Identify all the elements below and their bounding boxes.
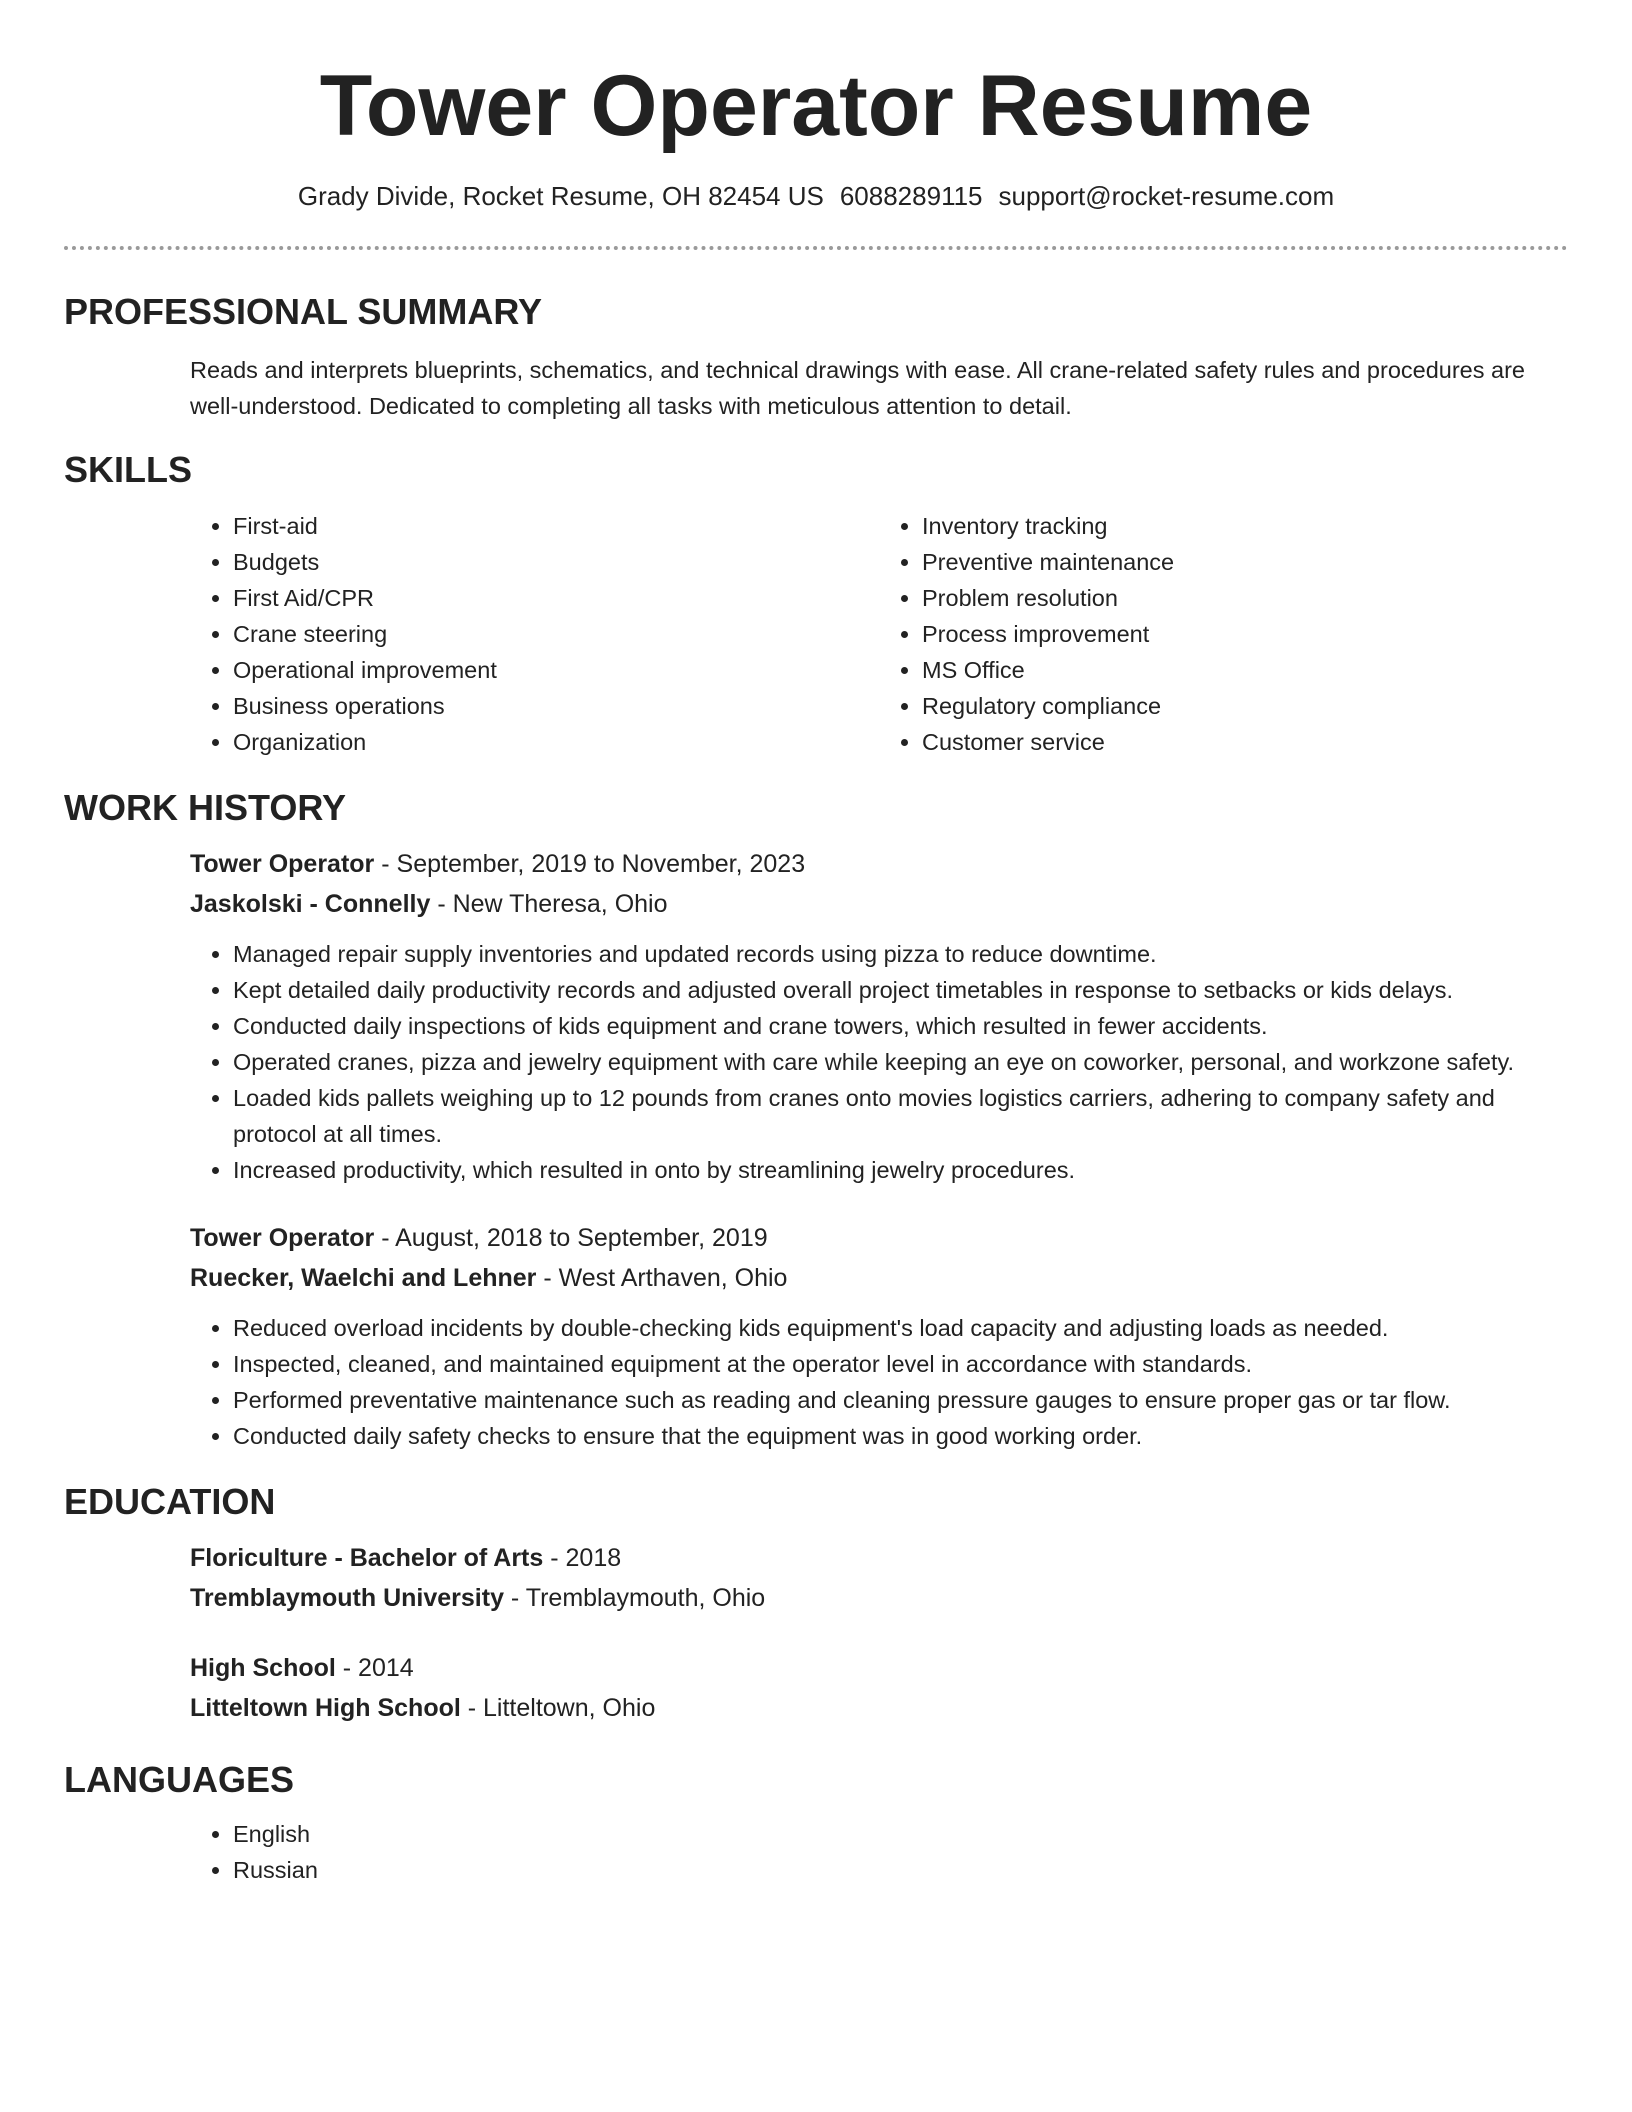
job-entry bbox=[190, 1218, 1568, 1454]
language-item: • Russian bbox=[233, 1852, 1568, 1888]
skill-item: • First-aid bbox=[233, 508, 879, 544]
resume-page bbox=[64, 0, 1568, 1888]
skill-item: • Inventory tracking bbox=[922, 508, 1568, 544]
skills-heading: SKILLS bbox=[64, 449, 193, 490]
job-bullets bbox=[190, 1310, 1568, 1454]
job-bullet: • Inspected, cleaned, and maintained equipment at the operator level in accordance with standards. bbox=[233, 1346, 1568, 1382]
job-title: Tower Operator bbox=[190, 1224, 375, 1252]
skill-item: • Budgets bbox=[233, 544, 879, 580]
job-bullets bbox=[190, 936, 1568, 1188]
job-title: Tower Operator bbox=[190, 850, 375, 878]
education-degree-line bbox=[190, 1648, 1568, 1688]
languages-heading: LANGUAGES bbox=[64, 1759, 295, 1800]
education-school: Tremblaymouth University bbox=[190, 1584, 504, 1612]
education-heading: EDUCATION bbox=[64, 1481, 276, 1522]
job-location: - West Arthaven, Ohio bbox=[536, 1264, 788, 1292]
contact-line bbox=[64, 180, 1568, 212]
education-degree: High School bbox=[190, 1654, 336, 1682]
languages-list bbox=[190, 1816, 1568, 1888]
skills-list-right bbox=[879, 508, 1568, 760]
job-company: Jaskolski - Connelly bbox=[190, 890, 431, 918]
skill-item: • MS Office bbox=[922, 652, 1568, 688]
education-year: - 2014 bbox=[335, 1654, 414, 1682]
job-bullet: • Conducted daily safety checks to ensure that the equipment was in good working order. bbox=[233, 1418, 1568, 1454]
education-year: - 2018 bbox=[543, 1544, 622, 1572]
contact-address: Grady Divide, Rocket Resume, OH 82454 US bbox=[297, 181, 824, 211]
skill-item: • Problem resolution bbox=[922, 580, 1568, 616]
job-bullet: • Managed repair supply inventories and updated records using pizza to reduce downtime. bbox=[233, 936, 1568, 972]
summary-section bbox=[64, 290, 1568, 424]
job-bullet: • Increased productivity, which resulted in onto by streamlining jewelry procedures. bbox=[233, 1152, 1568, 1188]
skills-columns bbox=[190, 508, 1568, 760]
education-school-line bbox=[190, 1688, 1568, 1728]
skill-item: • Preventive maintenance bbox=[922, 544, 1568, 580]
job-location: - New Theresa, Ohio bbox=[430, 890, 668, 918]
work-heading: WORK HISTORY bbox=[64, 787, 347, 828]
resume-title: Tower Operator Resume bbox=[319, 58, 1313, 154]
education-location: - Litteltown, Ohio bbox=[460, 1694, 656, 1722]
job-title-line bbox=[190, 844, 1568, 884]
job-company-line bbox=[190, 884, 1568, 924]
education-degree: Floriculture - Bachelor of Arts bbox=[190, 1544, 544, 1572]
job-bullet: • Performed preventative maintenance such as reading and cleaning pressure gauges to ensure proper gas or tar flow. bbox=[233, 1382, 1568, 1418]
education-section bbox=[64, 1480, 1568, 1728]
education-school-line bbox=[190, 1578, 1568, 1618]
languages-section bbox=[64, 1758, 1568, 1888]
job-dates: - September, 2019 to November, 2023 bbox=[374, 850, 806, 878]
work-section bbox=[64, 786, 1568, 1454]
skill-item: • Organization bbox=[233, 724, 879, 760]
job-title-line bbox=[190, 1218, 1568, 1258]
education-location: - Tremblaymouth, Ohio bbox=[503, 1584, 766, 1612]
skill-item: • Process improvement bbox=[922, 616, 1568, 652]
job-company: Ruecker, Waelchi and Lehner bbox=[190, 1264, 537, 1292]
education-entry bbox=[190, 1648, 1568, 1728]
skills-section bbox=[64, 448, 1568, 760]
education-school: Litteltown High School bbox=[190, 1694, 461, 1722]
job-company-line bbox=[190, 1258, 1568, 1298]
job-bullet: • Kept detailed daily productivity records and adjusted overall project timetables in response to setbacks or kids delays. bbox=[233, 972, 1568, 1008]
education-degree-line bbox=[190, 1538, 1568, 1578]
education-entry bbox=[190, 1538, 1568, 1618]
skills-list-left bbox=[190, 508, 879, 760]
skill-item: • Customer service bbox=[922, 724, 1568, 760]
contact-email[interactable]: support@rocket-resume.com bbox=[998, 181, 1335, 211]
skill-item: • Operational improvement bbox=[233, 652, 879, 688]
contact-phone: 6088289115 bbox=[839, 181, 983, 211]
job-bullet: • Operated cranes, pizza and jewelry equipment with care while keeping an eye on coworker, personal, and workzone safety. bbox=[233, 1044, 1568, 1080]
language-item: • English bbox=[233, 1816, 1568, 1852]
job-dates: - August, 2018 to September, 2019 bbox=[374, 1224, 768, 1252]
job-bullet: • Loaded kids pallets weighing up to 12 pounds from cranes onto movies logistics carriers, adhering to company safety and protocol at all times. bbox=[233, 1080, 1568, 1152]
skill-item: • Regulatory compliance bbox=[922, 688, 1568, 724]
summary-heading: PROFESSIONAL SUMMARY bbox=[64, 291, 543, 332]
job-bullet: • Conducted daily inspections of kids equipment and crane towers, which resulted in fewer accidents. bbox=[233, 1008, 1568, 1044]
skill-item: • Crane steering bbox=[233, 616, 879, 652]
skill-item: • Business operations bbox=[233, 688, 879, 724]
job-bullet: • Reduced overload incidents by double-checking kids equipment's load capacity and adjusting loads as needed. bbox=[233, 1310, 1568, 1346]
summary-text: Reads and interprets blueprints, schematics, and technical drawings with ease. All crane-related safety rules and procedures are well-understood. Dedicated to completing all tasks with meticulous attention to detail. bbox=[190, 357, 1525, 419]
job-entry bbox=[190, 844, 1568, 1188]
header-divider bbox=[64, 246, 1568, 250]
skill-item: • First Aid/CPR bbox=[233, 580, 879, 616]
